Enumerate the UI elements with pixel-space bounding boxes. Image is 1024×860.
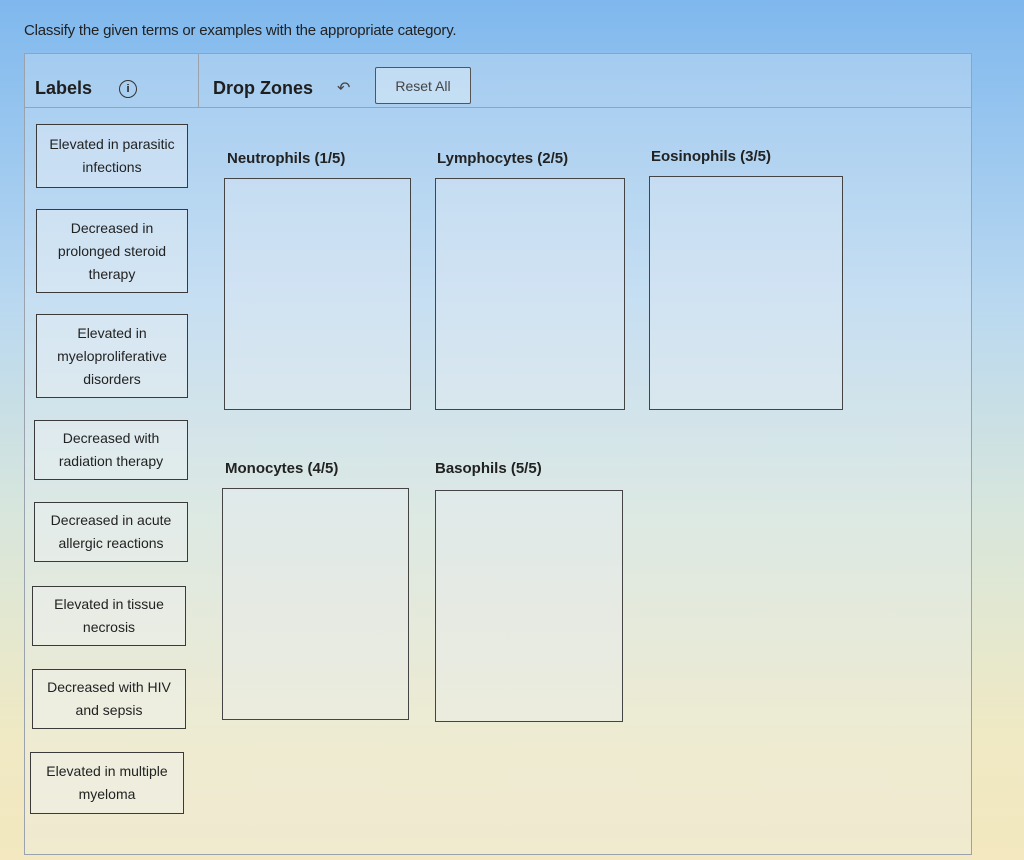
sorting-panel [24, 53, 972, 855]
label-card[interactable]: Elevated in tissue necrosis [32, 586, 186, 646]
info-icon[interactable]: i [119, 80, 137, 98]
reset-all-button[interactable]: Reset All [375, 67, 471, 104]
header-divider [198, 54, 199, 107]
zone-title-lymphocytes: Lymphocytes (2/5) [437, 150, 569, 167]
label-card[interactable]: Decreased with HIV and sepsis [32, 669, 186, 729]
instruction-text: Classify the given terms or examples with the appropriate category. [24, 22, 457, 39]
label-card[interactable]: Elevated in multiple myeloma [30, 752, 184, 814]
label-card[interactable]: Elevated in myeloproliferative disorders [36, 314, 188, 398]
drop-zone-neutrophils[interactable] [224, 178, 411, 410]
zone-title-neutrophils: Neutrophils (1/5) [227, 150, 346, 167]
zone-title-eosinophils: Eosinophils (3/5) [651, 148, 772, 165]
undo-arrow-icon[interactable]: ↶ [337, 80, 351, 97]
label-card[interactable]: Decreased in acute allergic reactions [34, 502, 188, 562]
drop-zone-basophils[interactable] [435, 490, 623, 722]
drop-zone-eosinophils[interactable] [649, 176, 843, 410]
drop-zone-lymphocytes[interactable] [435, 178, 625, 410]
label-card[interactable]: Elevated in parasitic infections [36, 124, 188, 188]
label-card[interactable]: Decreased with radiation therapy [34, 420, 188, 480]
label-card[interactable]: Decreased in prolonged steroid therapy [36, 209, 188, 293]
drop-zone-monocytes[interactable] [222, 488, 409, 720]
zone-title-monocytes: Monocytes (4/5) [225, 460, 339, 477]
panel-header [25, 54, 971, 108]
zone-title-basophils: Basophils (5/5) [435, 460, 542, 477]
labels-heading: Labels [35, 78, 93, 98]
drop-zones-heading: Drop Zones [213, 78, 314, 98]
